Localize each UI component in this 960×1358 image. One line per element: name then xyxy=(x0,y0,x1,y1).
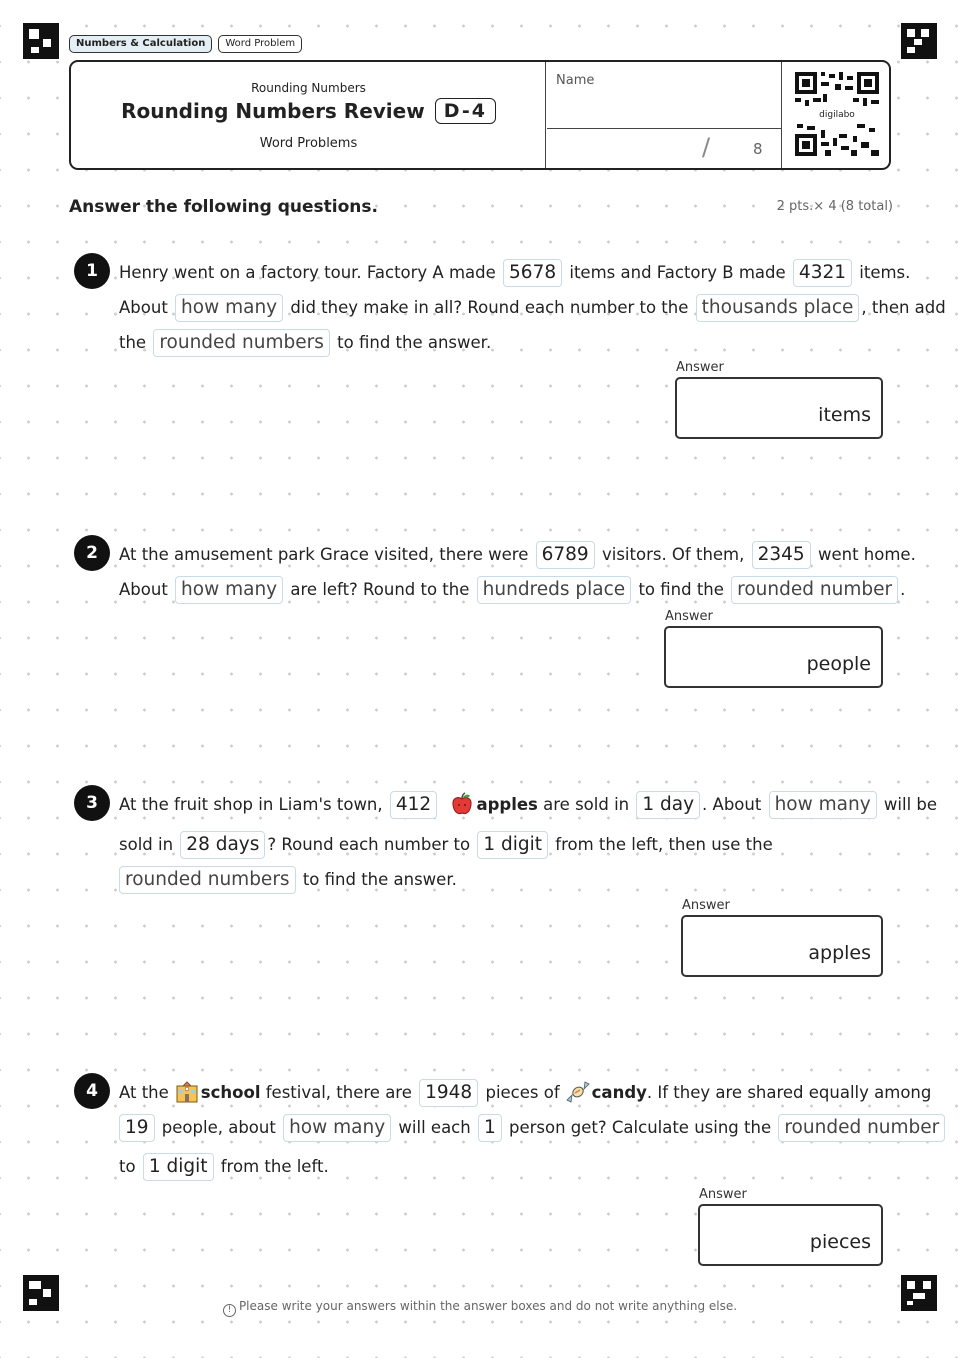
info-icon: ! xyxy=(223,1304,236,1317)
title-cell xyxy=(71,62,546,168)
number-box: 5678 xyxy=(503,259,562,287)
keyword-box: how many xyxy=(283,1114,391,1142)
number-box: 1 digit xyxy=(477,831,548,859)
keyword-box: thousands place xyxy=(696,294,860,322)
worksheet-subtitle: Word Problems xyxy=(259,136,358,151)
category-tags xyxy=(69,35,302,53)
keyword-school: school xyxy=(200,1083,261,1102)
answer-label: Answer xyxy=(682,898,730,913)
worksheet-code: D-4 xyxy=(435,98,496,124)
question-number: 2 xyxy=(74,535,110,571)
keyword-box: how many xyxy=(175,294,283,322)
keyword-box: rounded number xyxy=(778,1114,945,1142)
question-3-line-2: sold in 28 days ? Round each number to 1 digit from the left, then use the xyxy=(119,831,773,859)
instruction-text: Answer the following questions. xyxy=(69,197,378,217)
name-field[interactable] xyxy=(547,62,782,129)
points-info: 2 pts.× 4 (8 total) xyxy=(776,199,893,214)
keyword-box: rounded numbers xyxy=(153,329,330,357)
answer-box[interactable] xyxy=(698,1204,883,1266)
answer-box[interactable] xyxy=(664,626,883,688)
answer-unit: people xyxy=(806,653,871,675)
keyword-box: rounded number xyxy=(731,576,898,604)
number-box: 6789 xyxy=(536,541,595,569)
school-icon xyxy=(175,1080,199,1104)
question-2-line-1: At the amusement park Grace visited, there were 6789 visitors. Of them, 2345 went home. xyxy=(119,541,916,569)
keyword-box: hundreds place xyxy=(477,576,632,604)
footer-text: Please write your answers within the answer boxes and do not write anything else. xyxy=(238,1299,738,1313)
question-1-line-3: the rounded numbers to find the answer. xyxy=(119,329,491,357)
score-total: 8 xyxy=(753,140,763,158)
number-box: 2345 xyxy=(752,541,811,569)
tag-type: Word Problem xyxy=(218,35,302,53)
question-3-line-3: rounded numbers to find the answer. xyxy=(119,866,457,894)
qr-label: digilabo xyxy=(813,110,861,120)
tag-category: Numbers & Calculation xyxy=(69,35,212,53)
keyword-box: rounded numbers xyxy=(119,866,296,894)
question-4-line-2: 19 people, about how many will each 1 person get? Calculate using the rounded number xyxy=(119,1114,947,1142)
score-slash: / xyxy=(702,133,711,161)
answer-label: Answer xyxy=(676,360,724,375)
question-3-line-1: At the fruit shop in Liam's town, 412 apples are sold in 1 day . About how many will be xyxy=(119,791,937,819)
answer-unit: apples xyxy=(808,942,871,964)
number-box: 4321 xyxy=(793,259,852,287)
answer-box[interactable] xyxy=(675,377,883,439)
worksheet-header xyxy=(69,60,891,170)
keyword-candy: candy xyxy=(591,1083,647,1102)
score-field[interactable] xyxy=(547,129,782,168)
question-1-line-1: Henry went on a factory tour. Factory A made 5678 items and Factory B made 4321 items. xyxy=(119,259,910,287)
keyword-box: how many xyxy=(769,791,877,819)
number-box: 28 days xyxy=(180,831,265,859)
candy-icon xyxy=(566,1080,590,1104)
number-box: 412 xyxy=(390,791,437,819)
answer-unit: items xyxy=(818,404,871,426)
question-4-line-3: to 1 digit from the left. xyxy=(119,1153,329,1181)
question-number: 1 xyxy=(74,253,110,289)
number-box: 1 day xyxy=(636,791,700,819)
answer-unit: pieces xyxy=(809,1231,871,1253)
worksheet-title: Rounding Numbers Review xyxy=(121,99,425,123)
apple-icon xyxy=(450,792,474,816)
name-label: Name xyxy=(556,73,595,88)
question-1-line-2: About how many did they make in all? Round each number to the thousands place , then add xyxy=(119,294,946,322)
registration-marker-top-right xyxy=(901,23,937,59)
question-4-line-1: At the school festival, there are 1948 pieces of candy. If they are shared equally among xyxy=(119,1079,931,1107)
number-box: 19 xyxy=(119,1114,155,1142)
footer-note xyxy=(0,1299,960,1317)
subject-label: Rounding Numbers xyxy=(251,81,366,95)
answer-box[interactable] xyxy=(681,915,883,977)
question-number: 3 xyxy=(74,785,110,821)
number-box: 1 xyxy=(478,1114,502,1142)
answer-label: Answer xyxy=(699,1187,747,1202)
number-box: 1948 xyxy=(419,1079,478,1107)
keyword-box: how many xyxy=(175,576,283,604)
answer-label: Answer xyxy=(665,609,713,624)
registration-marker-top-left xyxy=(23,23,59,59)
question-2-line-2: About how many are left? Round to the hundreds place to find the rounded number . xyxy=(119,576,905,604)
question-number: 4 xyxy=(74,1073,110,1109)
number-box: 1 digit xyxy=(143,1153,214,1181)
keyword-apples: apples xyxy=(476,795,538,814)
